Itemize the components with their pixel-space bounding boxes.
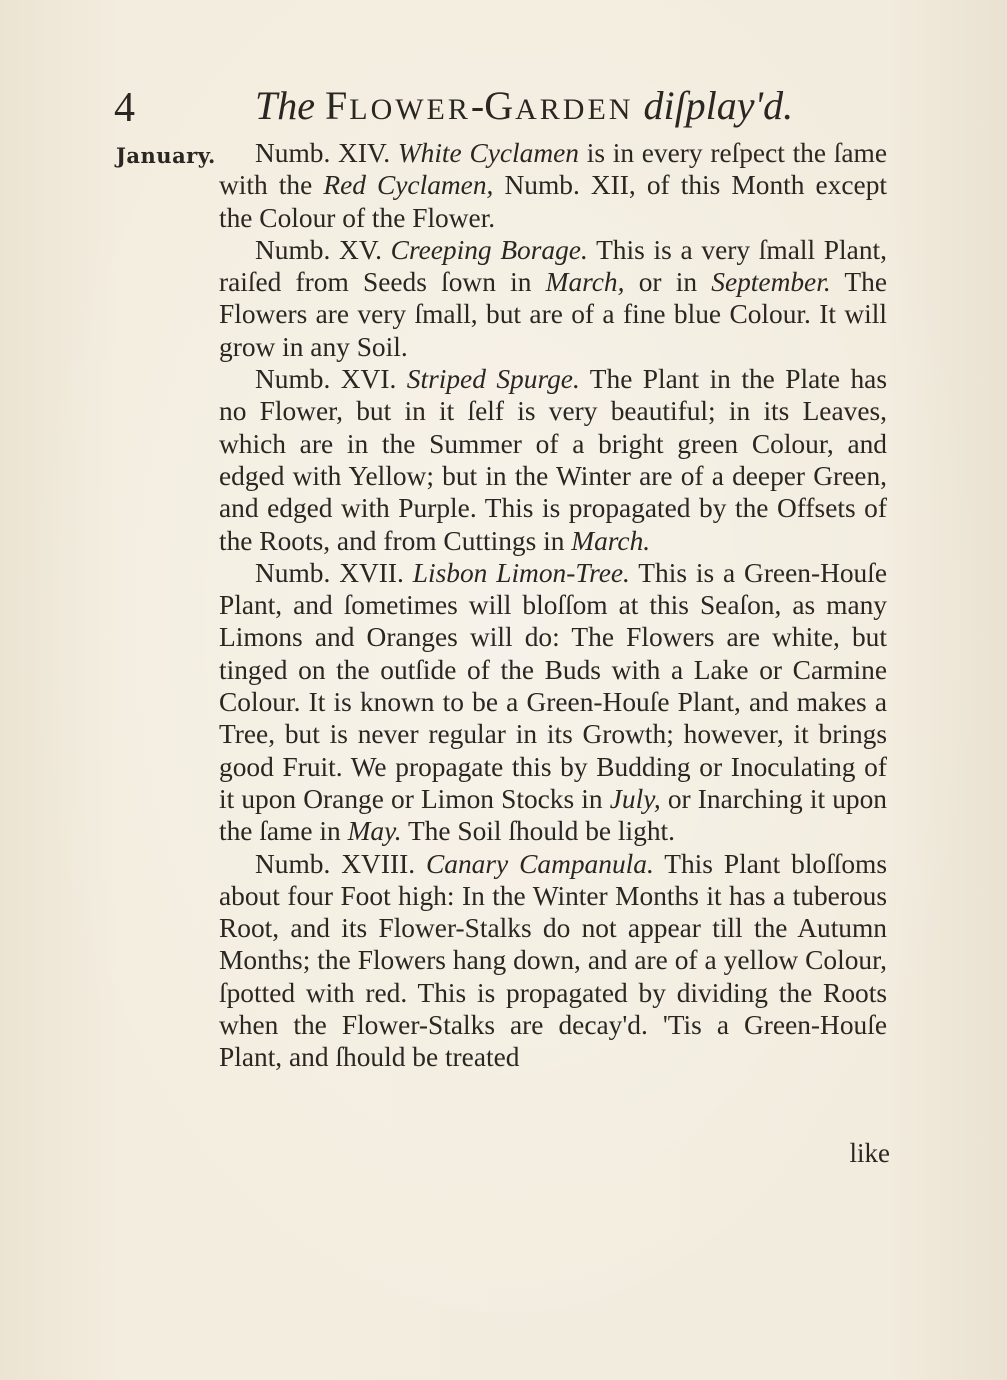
entry-number: Numb. XIV. [255, 138, 391, 168]
title-flower-rest: LOWER [349, 93, 471, 126]
entry-number: Numb. XVII. [255, 557, 404, 588]
entry-xvi [219, 363, 887, 557]
entry-text: The Soil ſhould be light. [407, 816, 675, 847]
entry-number: Numb. XVI. [255, 364, 397, 395]
plant-name: Lisbon Limon-Tree. [412, 557, 630, 588]
title-flower-initial: F [325, 83, 350, 128]
entry-text: This Plant bloſſoms about four Foot high: In the Winter Months it has a tuberous Root, and its Flower-Stalks do not appear till the Autumn Months; the Flowers hang down, and are of a yellow Colour, ſpotted with red. This is propagated by dividing the Roots when the Flower-Stalks are decay'd. 'Tis a Green-Houſe Plant, and ſhould be treated [219, 848, 888, 1073]
entry-text: Numb. XII, of this Month except the Colour of the Flower. [219, 170, 887, 233]
plant-name: Canary Campanula. [426, 848, 654, 879]
entry-xvii [219, 557, 887, 848]
title-hyphen: - [470, 83, 485, 128]
entry-text: This is a very ſmall Plant, raiſed from Seeds ſown in [219, 234, 887, 298]
italic-reference: Red Cyclamen, [323, 170, 494, 201]
entry-text: This is a Green-Houſe Plant, and ſometimes will bloſſom at this Seaſon, as many Limons and Oranges will do: The Flowers are white, but tinged on the outſide of the Buds with a Lake or Carmine Colour. It is known to be a Green-Houſe Plant, and makes a Tree, but is never regular in its Growth; however, it brings good Fruit. We propagate this by Budding or Inoculating of it upon Orange or Limon Stocks in [219, 557, 888, 814]
entry-number: Numb. XVIII. [255, 848, 416, 879]
page-number: 4 [114, 85, 135, 131]
italic-month: July, [609, 783, 661, 814]
italic-month: September. [711, 267, 831, 298]
plant-name: Striped Spurge. [406, 364, 580, 395]
entry-text: The Plant in the Plate has no Flower, but in it ſelf is very beautiful; in its Leaves, which are in the Summer of a bright green Colour, and edged with Yellow; but in the Winter are of a deeper Green, and edged with Purple. This is propagated by the Offsets of the Roots, and from Cuttings in [219, 364, 887, 556]
title-garden-rest: ARDEN [515, 93, 634, 126]
catchword: like [849, 1138, 890, 1168]
title-displayd: diſplay'd. [643, 83, 794, 128]
body-text [219, 137, 887, 1074]
italic-month: May. [347, 816, 402, 847]
running-title [255, 82, 793, 129]
plant-name: White Cyclamen [397, 138, 579, 168]
title-garden-initial: G [484, 83, 516, 128]
page-header [0, 78, 1007, 138]
entry-xv [219, 234, 887, 363]
entry-text: is in every reſpect the ſame with the [219, 138, 888, 201]
margin-note-month: January. [116, 143, 216, 168]
italic-month: March. [571, 525, 651, 556]
entry-xiv [219, 137, 887, 234]
entry-number: Numb. XV. [255, 234, 382, 265]
plant-name: Creeping Borage. [390, 234, 588, 265]
italic-month: March, [545, 267, 625, 298]
title-the: The [255, 83, 315, 128]
entry-text: or Inarching it upon the ſame in [219, 783, 887, 847]
entry-text: or in [638, 267, 698, 298]
entry-xviii [219, 848, 887, 1074]
entry-text: The Flowers are very ſmall, but are of a fine blue Colour. It will grow in any Soil. [219, 267, 887, 362]
